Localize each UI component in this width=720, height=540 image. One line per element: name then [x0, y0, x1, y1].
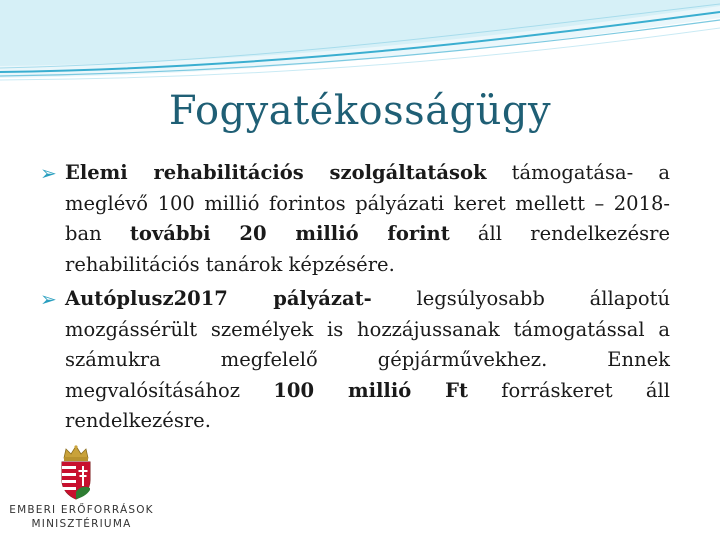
bullet-bold-text: 100 millió Ft: [273, 378, 468, 402]
bullet-item-rehab: [38, 158, 670, 280]
bullet-text: áll rendelkezésre rehabilitációs tanárok képzésére.: [65, 222, 670, 276]
bullet-bold-text: Elemi rehabilitációs szolgáltatások: [65, 161, 487, 184]
arrow-bullet-icon: ➢: [40, 287, 57, 311]
bullet-bold-text: további 20 millió forint: [129, 222, 450, 245]
slide-title: Fogyatékosságügy: [168, 88, 552, 134]
bullet-bold-text: Autóplusz2017 pályázat-: [65, 287, 372, 310]
bullet-text: támogatása- a meglévő 100 millió forintos pályázati keret mellett – 2018-ban: [65, 161, 670, 245]
logo-line-2: MINISZTÉRIUMA: [31, 518, 132, 530]
logo-line-1: EMBERI ERŐFORRÁSOK: [9, 504, 154, 516]
bullet-list: [38, 158, 670, 441]
bullet-text: legsúlyosabb állapotú mozgássérült személyek is hozzájussanak támogatással a számukra megfelelő gépjárművekhez. Ennek megvalósításához: [65, 287, 670, 402]
bullet-text: forráskeret áll rendelkezésre.: [65, 378, 670, 432]
decorative-wave: [0, 0, 720, 95]
coat-of-arms-icon: [56, 444, 96, 500]
bullet-item-autoplusz: [38, 284, 670, 437]
arrow-bullet-icon: ➢: [40, 161, 57, 185]
ministry-logo: [9, 444, 154, 534]
